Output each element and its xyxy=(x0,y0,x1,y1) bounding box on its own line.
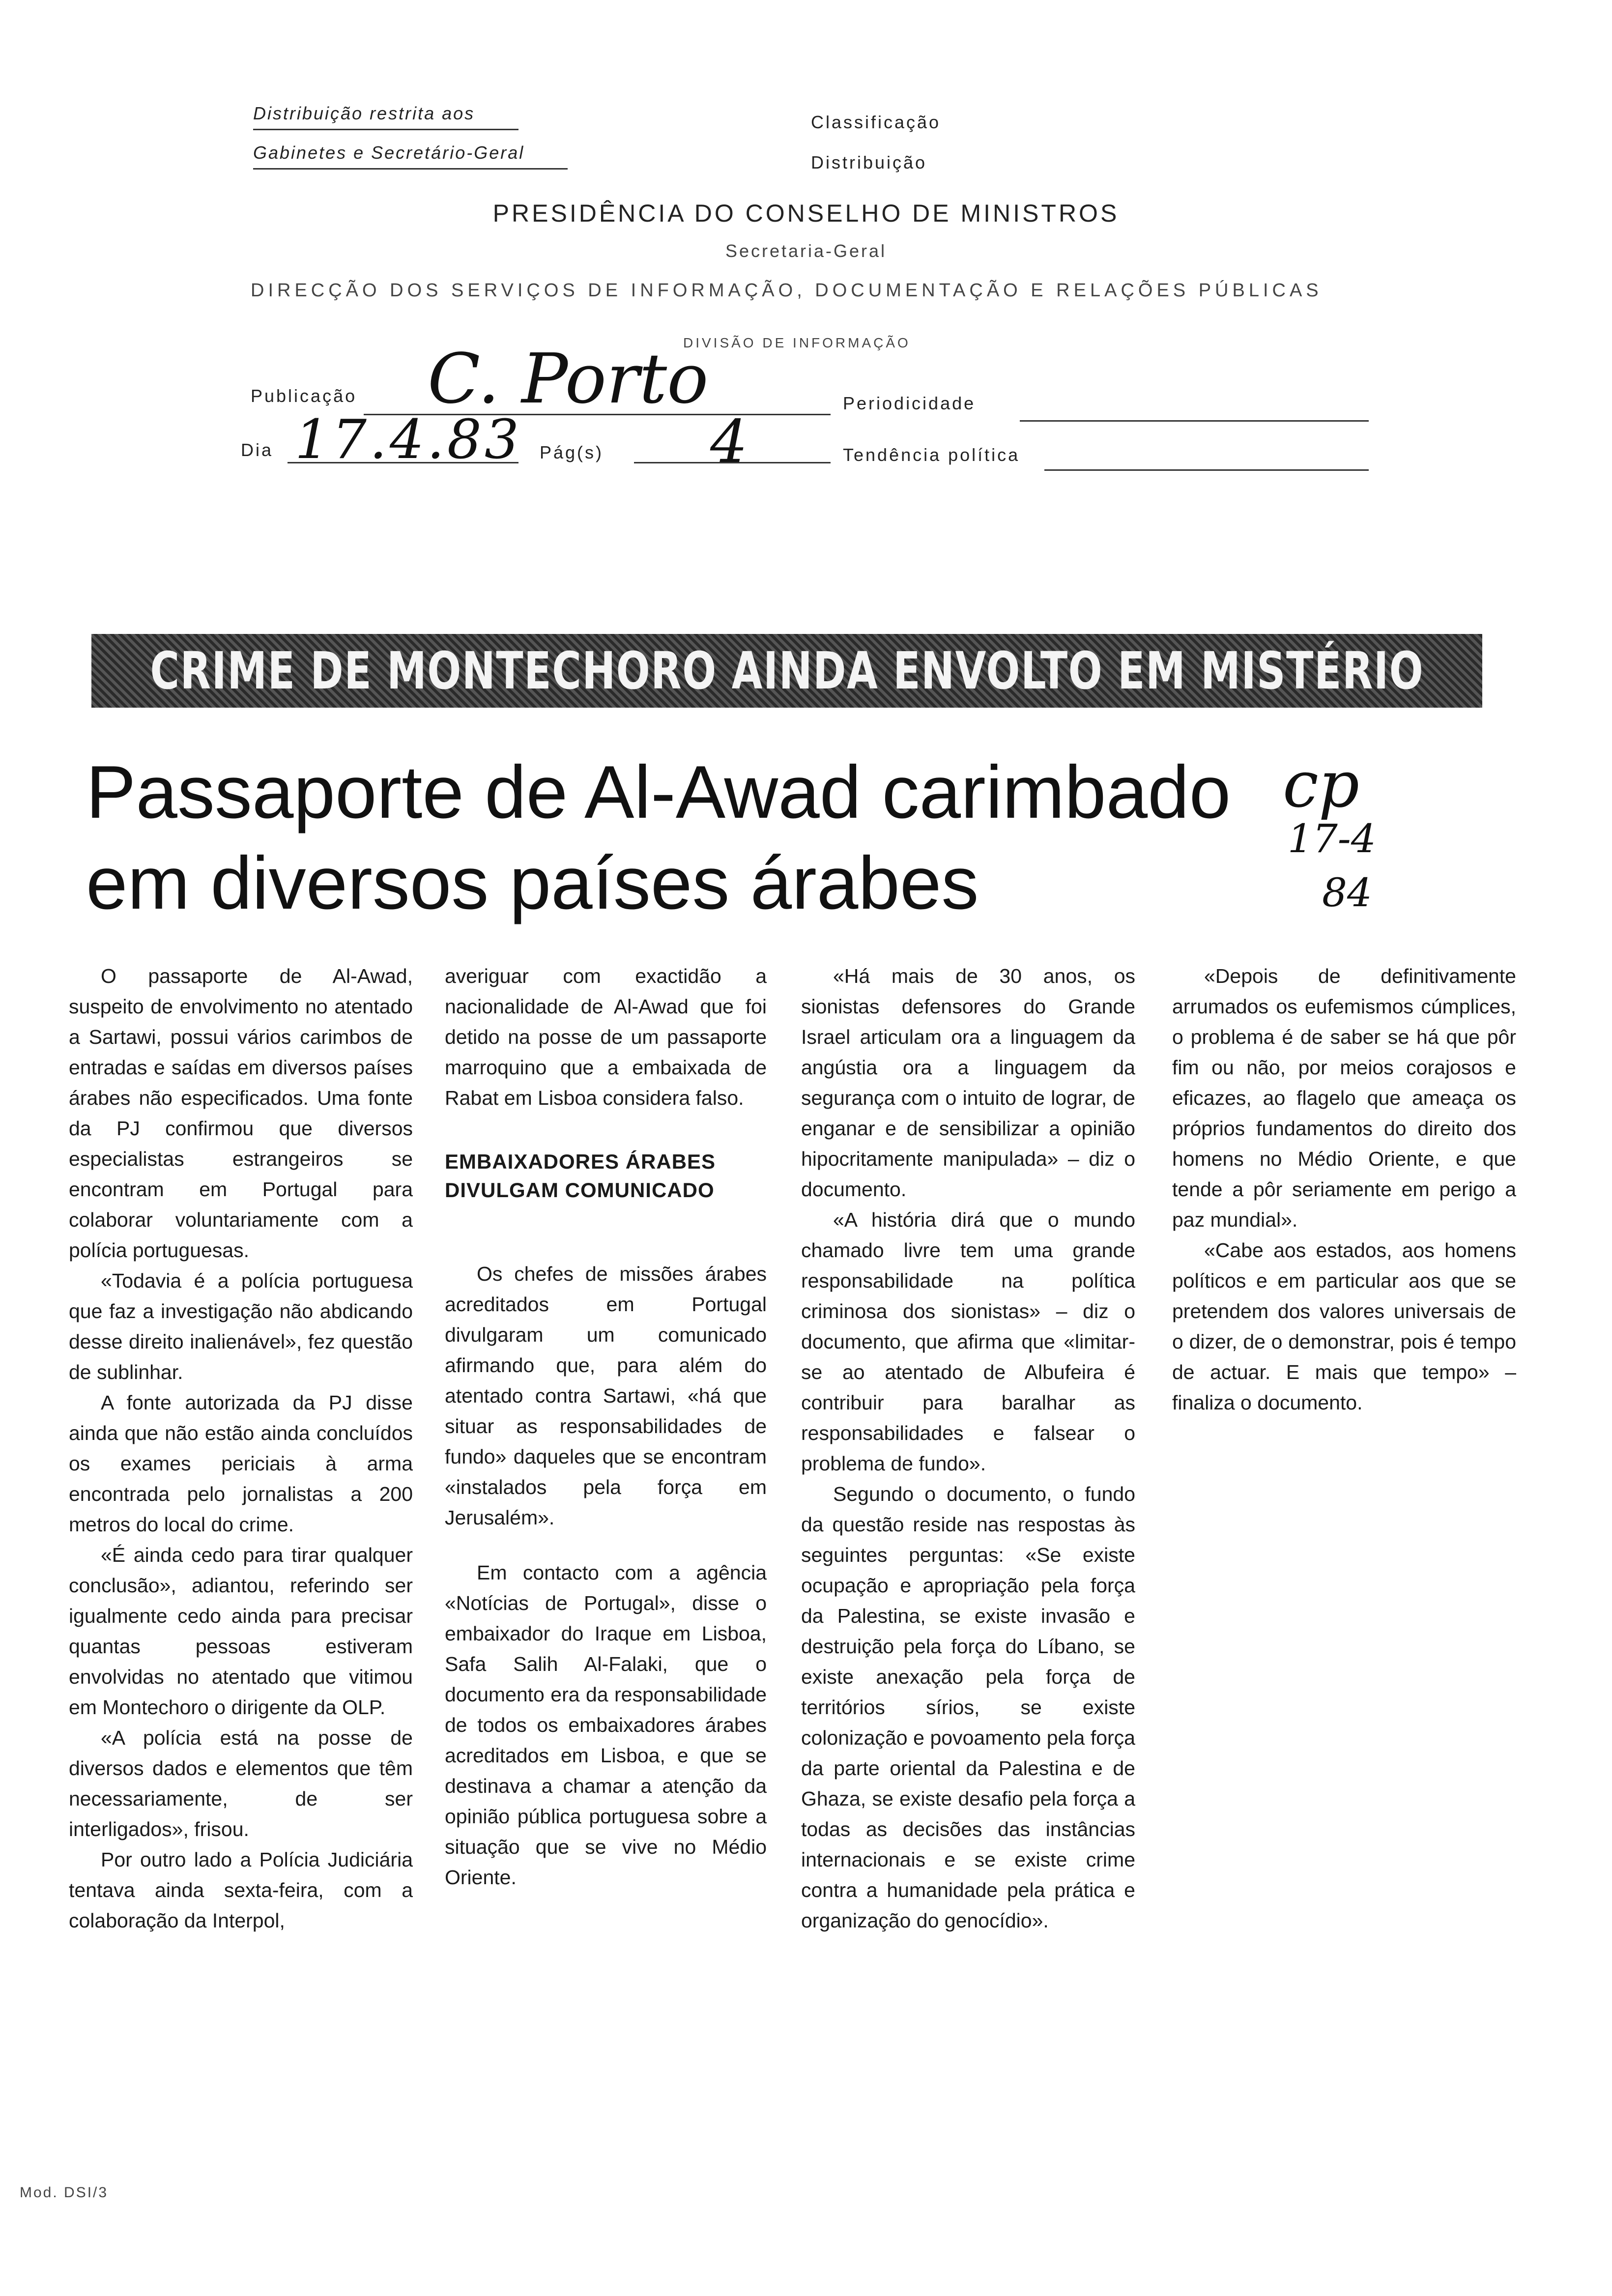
col4-paragraph: «Depois de definitivamente arrumados os eufemismos cúmplices, o problema é de saber se há que pôr fim ou não, por meios corajosos e eficazes, ao flagelo que ameaça os próprios fundamentos do direito dos homens no Médio Oriente, e que tende a pôr seriamente em perigo a paz mundial». xyxy=(1172,965,1516,1231)
distribution-label: Distribuição xyxy=(811,152,927,172)
annotation-date-line1: 17-4 xyxy=(1288,816,1376,861)
col1-paragraph: «A polícia está na posse de diversos dados e elementos que têm necessariamente, de ser interligados», frisou. xyxy=(69,1726,413,1840)
pages-label: Pág(s) xyxy=(540,442,604,462)
annotation-initials: cp xyxy=(1283,747,1360,822)
periodicity-line xyxy=(1020,420,1369,422)
col3-paragraph: «A história dirá que o mundo chamado livre tem uma grande responsabilidade na política criminosa dos sionistas» – diz o documento, que afirma que «limitar-se ao atentado de Albufeira é contribuir para baralhar as responsabilidades e falsear o problema de fundo». xyxy=(801,1208,1135,1475)
pages-value: 4 xyxy=(710,408,748,476)
division-title: DIVISÃO DE INFORMAÇÃO xyxy=(683,335,911,350)
col2-continued-paragraph: averiguar com exactidão a nacionalidade de Al-Awad que foi detido na posse de um passaporte marroquino que a embaixada de Rabat em Lisboa considera falso. xyxy=(445,965,767,1109)
periodicity-label: Periodicidade xyxy=(843,393,976,413)
col1-paragraph: O passaporte de Al-Awad, suspeito de envolvimento no atentado a Sartawi, possui vários carimbos de entradas e saídas em diversos países árabes não especificados. Uma fonte da PJ confirmou que diversos especialistas estrangeiros se encontram em Portugal para colaborar voluntariamente com a polícia portuguesas. xyxy=(69,965,413,1262)
col4-paragraph: «Cabe aos estados, aos homens políticos e em particular aos que se pretendem dos valores universais de o dizer, de o demonstrar, pois é tempo de actuar. E mais que tempo» – finaliza o documento. xyxy=(1172,1239,1516,1414)
article-column-4 xyxy=(1172,961,1516,1418)
presidency-title: PRESIDÊNCIA DO CONSELHO DE MINISTROS xyxy=(492,200,1120,227)
day-value: 17.4.83 xyxy=(295,408,522,471)
publication-value: C. Porto xyxy=(428,339,709,419)
secretariat-title: Secretaria-Geral xyxy=(725,241,887,261)
day-label: Dia xyxy=(241,440,274,460)
classification-label: Classificação xyxy=(811,112,941,132)
tendency-line xyxy=(1044,469,1369,471)
article-headline xyxy=(86,747,1344,929)
annotation-date-line2: 84 xyxy=(1322,870,1372,916)
article-kicker-banner xyxy=(91,634,1482,708)
article-kicker-text: CRIME DE MONTECHORO AINDA ENVOLTO EM MISTÉRIO xyxy=(150,641,1424,701)
col3-paragraph: Segundo o documento, o fundo da questão reside nas respostas às seguintes perguntas: «Se existe ocupação e apropriação pela força da Palestina, se existe invasão e destruição pela força do Líbano, se existe anexação pela força de territórios sírios, se existe colonização e povoamento pela força da parte oriental da Palestina e de Ghaza, se existe desafio pela força a todas as decisões das instâncias internacionais e se existe crime contra a humanidade pela prática e organização do genocídio». xyxy=(801,1483,1135,1932)
col2-paragraph: Em contacto com a agência «Notícias de Portugal», disse o embaixador do Iraque em Lisboa, Safa Salih Al-Falaki, que o documento era da responsabilidade de todos os embaixadores árabes acreditados em Lisboa, e que se destinava a chamar a atenção da opinião pública portuguesa sobre a situação que se vive no Médio Oriente. xyxy=(445,1561,767,1889)
article-column-1 xyxy=(69,961,413,1936)
col1-paragraph: A fonte autorizada da PJ disse ainda que não estão ainda concluídos os exames periciais à arma encontrada pelo jornalistas a 200 metros do local do crime. xyxy=(69,1391,413,1536)
headline-line-2: em diversos países árabes xyxy=(86,841,979,925)
article-subheading: EMBAIXADORES ÁRABES DIVULGAM COMUNICADO xyxy=(445,1150,716,1202)
headline-line-1: Passaporte de Al-Awad carimbado xyxy=(86,750,1231,834)
col1-paragraph: Por outro lado a Polícia Judiciária tentava ainda sexta-feira, com a colaboração da Interpol, xyxy=(69,1848,413,1932)
form-code: Mod. DSI/3 xyxy=(20,2184,109,2201)
article-column-3 xyxy=(801,961,1135,1936)
col3-paragraph: «Há mais de 30 anos, os sionistas defensores do Grande Israel articulam ora a linguagem da angústia ora a linguagem da segurança com o intuito de lograr, de enganar e de sensibilizar a opinião hipocritamente manipulada» – diz o documento. xyxy=(801,965,1135,1201)
directorate-title: DIRECÇÃO DOS SERVIÇOS DE INFORMAÇÃO, DOCUMENTAÇÃO E RELAÇÕES PÚBLICAS xyxy=(251,280,1323,301)
article-column-2 xyxy=(445,961,767,1893)
distribution-restricted-line2: Gabinetes e Secretário-Geral xyxy=(253,143,568,170)
tendency-label: Tendência política xyxy=(843,445,1020,465)
publication-label: Publicação xyxy=(251,386,357,406)
col1-paragraph: «Todavia é a polícia portuguesa que faz a investigação não abdicando desse direito inalienável», fez questão de sublinhar. xyxy=(69,1269,413,1383)
distribution-restricted-line1: Distribuição restrita aos xyxy=(253,103,518,130)
col2-paragraph: Os chefes de missões árabes acreditados em Portugal divulgaram um comunicado afirmando que, para além do atentado contra Sartawi, «há que situar as responsabilidades de fundo» daqueles que se encontram «instalados pela força em Jerusalém». xyxy=(445,1263,767,1529)
col1-paragraph: «É ainda cedo para tirar qualquer conclusão», adiantou, referindo ser igualmente cedo ainda para precisar quantas pessoas estiveram envolvidas no atentado que vitimou em Montechoro o dirigente da OLP. xyxy=(69,1544,413,1719)
